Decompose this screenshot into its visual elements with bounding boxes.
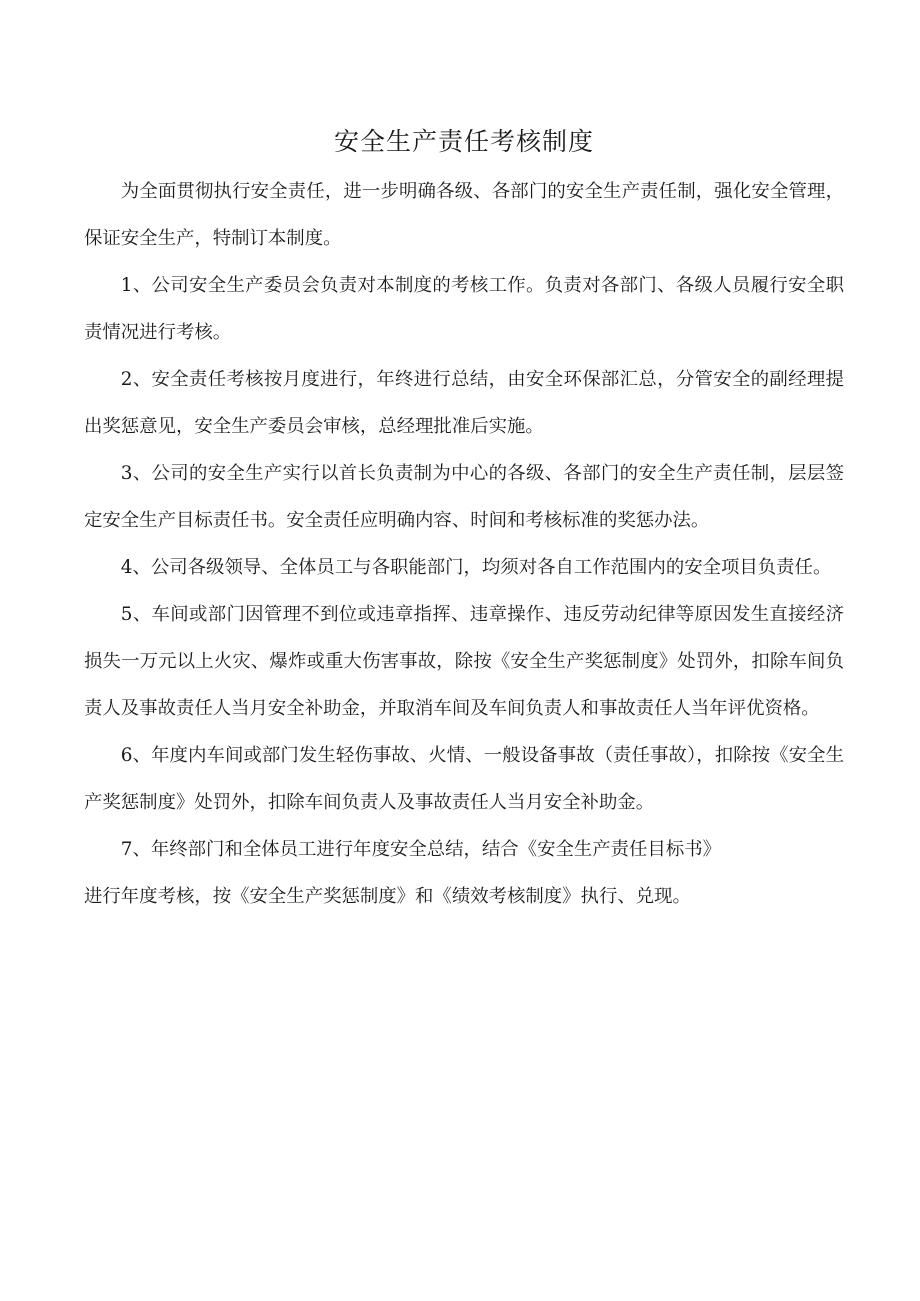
document-title: 安全生产责任考核制度 — [333, 127, 594, 156]
intro-paragraph: 为全面贯彻执行安全责任，进一步明确各级、各部门的安全生产责任制，强化安全管理，保证安全生产，特制订本制度。 — [84, 181, 844, 249]
clause-2-paragraph: 2、安全责任考核按月度进行，年终进行总结，由安全环保部汇总，分管安全的副经理提出奖惩意见，安全生产委员会审核，总经理批准后实施。 — [84, 369, 844, 437]
clause-6-paragraph: 6、年度内车间或部门发生轻伤事故、火情、一般设备事故（责任事故），扣除按《安全生产奖惩制度》处罚外，扣除车间负责人及事故责任人当月安全补助金。 — [84, 745, 844, 813]
clause-3-paragraph: 3、公司的安全生产实行以首长负责制为中心的各级、各部门的安全生产责任制，层层签定安全生产目标责任书。安全责任应明确内容、时间和考核标准的奖惩办法。 — [84, 463, 844, 531]
clause-1-paragraph: 1、公司安全生产委员会负责对本制度的考核工作。负责对各部门、各级人员履行安全职责情况进行考核。 — [84, 275, 844, 343]
clause-4-paragraph: 4、公司各级领导、全体员工与各职能部门，均须对各自工作范围内的安全项目负责任。 — [120, 557, 832, 578]
document-page — [84, 122, 844, 920]
clause-7-continuation: 进行年度考核，按《安全生产奖惩制度》和《绩效考核制度》执行、兑现。 — [84, 886, 691, 907]
clause-5-paragraph: 5、车间或部门因管理不到位或违章指挥、违章操作、违反劳动纪律等原因发生直接经济损失一万元以上火灾、爆炸或重大伤害事故，除按《安全生产奖惩制度》处罚外，扣除车间负责人及事故责任人当月安全补助金，并取消车间及车间负责人和事故责任人当年评优资格。 — [84, 604, 844, 719]
clause-7-paragraph: 7、年终部门和全体员工进行年度安全总结，结合《安全生产责任目标书》 — [120, 839, 721, 860]
